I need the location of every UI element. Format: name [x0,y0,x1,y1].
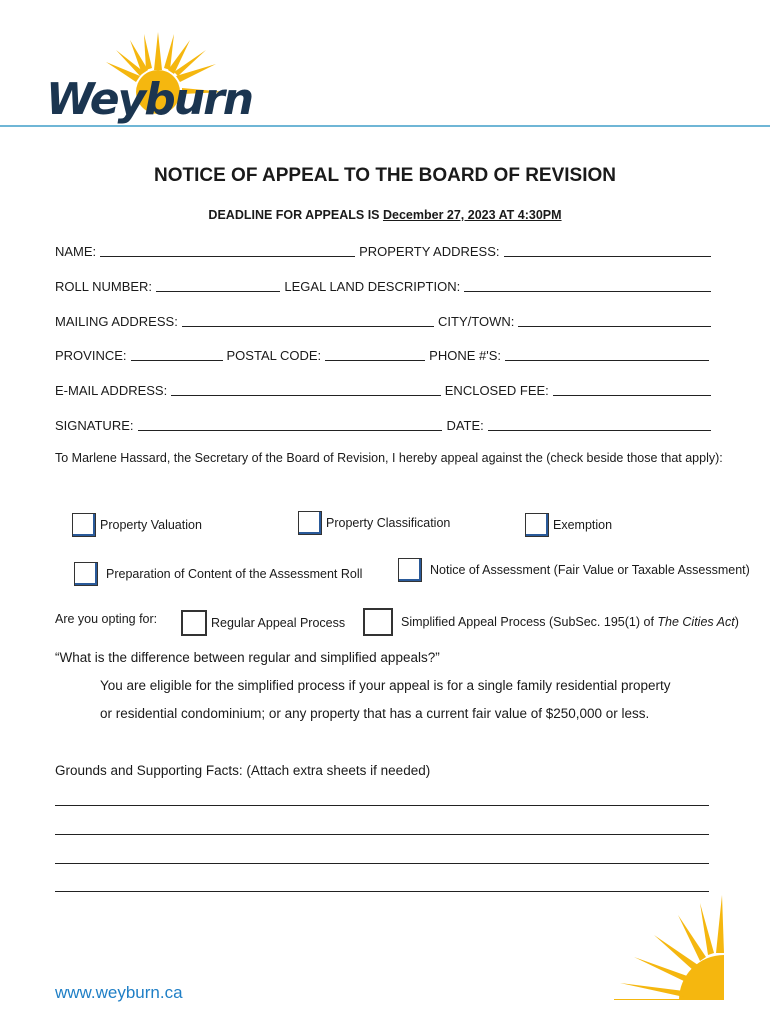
city-town-field[interactable] [518,313,711,327]
property-classification-label: Property Classification [326,516,451,530]
answer-line-2: or residential condominium; or any property that has a current fair value of $250,000 or less. [100,706,650,721]
opting-label: Are you opting for: [55,612,158,626]
checkbox-exemption[interactable] [525,513,612,537]
checkbox-simplified-appeal[interactable] [363,608,739,636]
grounds-line[interactable] [55,863,709,864]
property-valuation-label: Property Valuation [100,518,202,532]
deadline-prefix: DEADLINE FOR APPEALS IS [208,208,383,222]
row-name [55,243,715,259]
phone-field[interactable] [505,347,709,361]
row-roll [55,278,715,294]
mailing-address-label: MAILING ADDRESS: [55,314,178,329]
enclosed-fee-field[interactable] [553,382,711,396]
checkbox-property-valuation[interactable] [72,513,202,537]
postal-code-label: POSTAL CODE: [226,348,322,363]
checkbox-property-classification[interactable] [298,511,450,535]
simplified-suffix: ) [734,615,739,629]
name-field[interactable] [100,243,355,257]
checkbox-square[interactable] [363,608,393,636]
grounds-line[interactable] [55,805,709,806]
cities-act: The Cities Act [657,615,735,629]
logo-wordmark: Weyburn [46,74,253,125]
preparation-label: Preparation of Content of the Assessment Roll [106,567,363,581]
weyburn-logo [40,30,253,130]
checkbox-square[interactable] [181,610,207,636]
phone-label: PHONE #'S: [429,348,501,363]
checkbox-square[interactable] [74,562,98,586]
province-label: PROVINCE: [55,348,127,363]
row-email [55,382,715,398]
date-label: DATE: [446,418,484,433]
deadline-date: December 27, 2023 AT 4:30PM [382,208,562,222]
checkbox-square[interactable] [525,513,549,537]
roll-number-field[interactable] [156,278,280,292]
simplified-prefix: Simplified Appeal Process (SubSec. 195(1) of [401,615,658,629]
checkbox-square[interactable] [398,558,422,582]
email-label: E-MAIL ADDRESS: [55,383,168,398]
corner-sun-icon [614,895,724,1000]
signature-field[interactable] [138,417,443,431]
enclosed-fee-label: ENCLOSED FEE: [444,383,549,398]
simplified-appeal-label [401,615,739,629]
row-province [55,347,715,363]
mailing-address-field[interactable] [182,313,434,327]
answer-line-1: You are eligible for the simplified process if your appeal is for a single family residential property [100,678,671,693]
opting-label-wrap [55,612,157,626]
header-divider [0,125,770,127]
legal-land-field[interactable] [464,278,711,292]
grounds-line[interactable] [55,891,709,892]
roll-number-label: ROLL NUMBER: [55,279,153,294]
grounds-heading: Grounds and Supporting Facts: (Attach extra sheets if needed) [55,763,431,778]
appeal-intro: To Marlene Hassard, the Secretary of the Board of Revision, I hereby appeal against the (check beside those that apply): [55,451,723,465]
exemption-label: Exemption [553,518,613,532]
date-field[interactable] [488,417,711,431]
name-label: NAME: [55,244,97,259]
checkbox-regular-appeal[interactable] [181,610,345,636]
regular-appeal-label: Regular Appeal Process [211,616,346,630]
page-title: NOTICE OF APPEAL TO THE BOARD OF REVISION [153,165,617,186]
legal-land-label: LEGAL LAND DESCRIPTION: [284,279,461,294]
row-mailing [55,313,715,329]
deadline-notice [0,208,770,222]
grounds-line[interactable] [55,834,709,835]
checkbox-square[interactable] [298,511,322,535]
checkbox-square[interactable] [72,513,96,537]
checkbox-notice-of-assessment[interactable] [398,558,750,582]
property-address-field[interactable] [504,243,712,257]
email-field[interactable] [171,382,441,396]
difference-question: “What is the difference between regular and simplified appeals?” [55,650,440,665]
property-address-label: PROPERTY ADDRESS: [359,244,500,259]
checkbox-preparation[interactable] [74,562,362,586]
row-signature [55,417,715,433]
notice-assessment-label: Notice of Assessment (Fair Value or Taxable Assessment) [430,563,750,577]
city-town-label: CITY/TOWN: [438,314,515,329]
province-field[interactable] [131,347,223,361]
website-link[interactable]: www.weyburn.ca [55,983,183,1002]
postal-code-field[interactable] [325,347,425,361]
signature-label: SIGNATURE: [55,418,134,433]
